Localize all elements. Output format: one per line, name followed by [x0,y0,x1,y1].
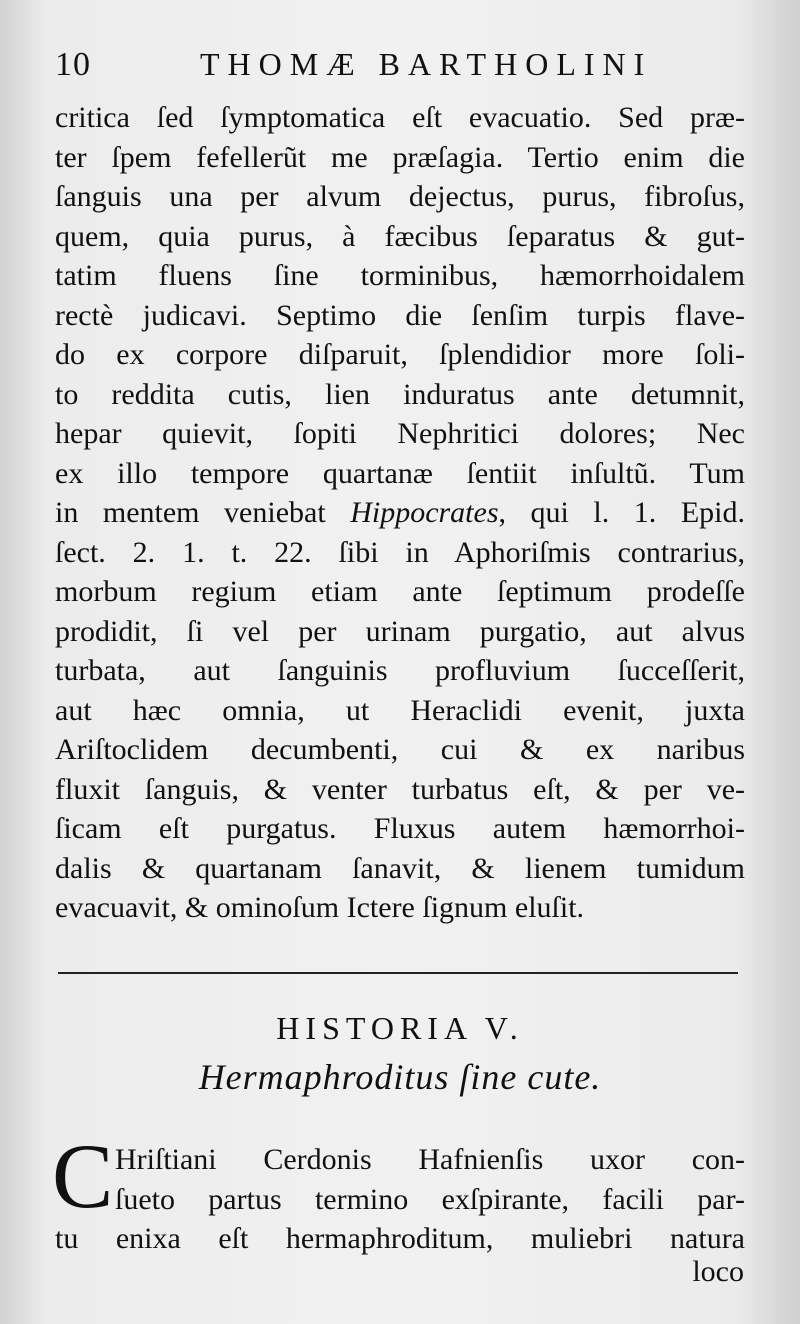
text-line: dalis & quartanam ſanavit, & lienem tumidum [55,851,745,885]
drop-cap: C [52,1125,114,1227]
text-line: tu enixa eſt hermaphroditum, muliebri natura [55,1222,745,1255]
text-line: quem, quia purus, à fæcibus ſeparatus & gut- [55,219,745,253]
text-line: ſueto partus termino exſpirante, facili par- [115,1182,745,1216]
text-line: to reddita cutis, lien induratus ante detumnit, [55,377,745,411]
text-line: aut hæc omnia, ut Heraclidi evenit, juxta [55,693,745,727]
text-line: prodidit, ſi vel per urinam purgatio, aut alvus [55,614,745,648]
section-divider [58,972,738,974]
running-head [55,44,745,94]
text-line-with-italic [55,493,745,533]
text-line: fluxit ſanguis, & venter turbatus eſt, & per ve- [55,772,745,806]
paragraph-two [55,1140,745,1259]
text-line: tatim fluens ſine torminibus, hæmorrhoidalem [55,259,745,292]
text-line: ſect. 2. 1. t. 22. ſibi in Aphoriſmis contrarius, [55,535,745,569]
text-line: turbata, aut ſanguinis profluvium ſucceſſerit, [55,654,745,687]
section-subtitle: Hermaphroditus ſine cute. [198,1057,602,1097]
text-line: Ariſtoclidem decumbenti, cui & ex naribus [55,733,745,766]
text-line: ter ſpem fefellerũt me præſagia. Tertio enim die [55,140,745,174]
running-title: THOMÆ BARTHOLINI [200,46,653,82]
text-line: rectè judicavi. Septimo die ſenſim turpis flave- [55,298,745,332]
text-line: ſanguis una per alvum dejectus, purus, fibroſus, [55,180,745,213]
text-line: hepar quievit, ſopiti Nephritici dolores; Nec [55,417,745,450]
text-line: evacuavit, & ominoſum Ictere ſignum eluſit. [55,891,585,924]
text-line: do ex corpore diſparuit, ſplendidior more ſoli- [55,338,745,371]
text-line: critica ſed ſymptomatica eſt evacuatio. Sed præ- [55,101,745,134]
text-line: ex illo tempore quartanæ ſentiit inſultũ. Tum [55,456,745,490]
section-heading: HISTORIA V. [276,1010,524,1046]
text-line: morbum regium etiam ante ſeptimum prodeſſe [55,575,745,608]
catchword: loco [692,1255,744,1288]
text-line: Hriſtiani Cerdonis Hafnienſis uxor con- [115,1143,745,1176]
text-segment: , qui l. 1. Epid. [498,496,745,529]
page-number: 10 [55,46,91,83]
italic-name: Hippocrates [350,496,499,529]
body-text [55,98,745,928]
text-line: ſicam eſt purgatus. Fluxus autem hæmorrhoi- [55,812,745,845]
text-segment: in mentem veniebat [55,496,351,529]
